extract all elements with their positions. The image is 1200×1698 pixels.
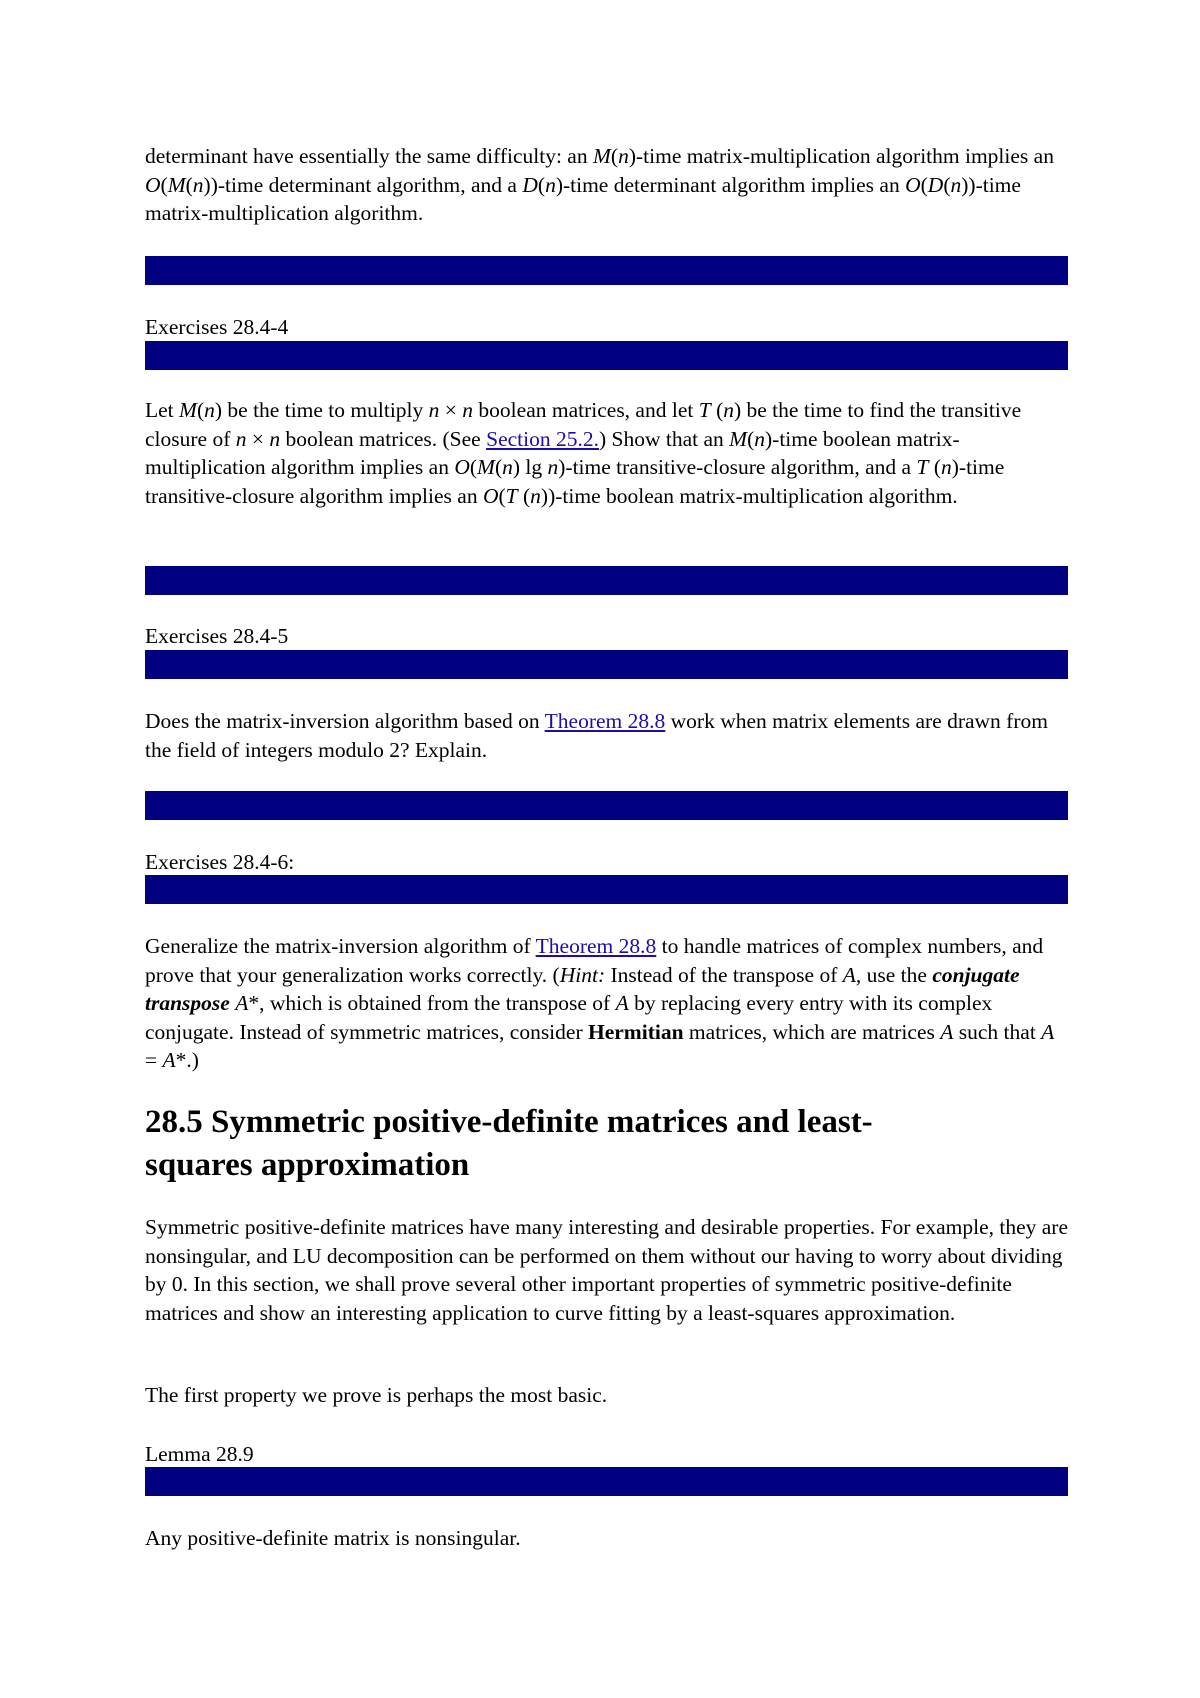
- section-paragraph: Symmetric positive-definite matrices have many interesting and desirable properties. For example, they are nonsingular, and LU decomposition can be performed on them without our having to worry about dividing by 0. In this section, we shall prove several other important properties of symmetric positive-definite matrices and show an interesting application to curve fitting by a least-squares approximation.: [145, 1215, 1068, 1325]
- lemma-label: Lemma 28.9: [145, 1442, 254, 1466]
- divider-bar: [145, 256, 1068, 285]
- divider-bar: [145, 791, 1068, 820]
- section-paragraph: The first property we prove is perhaps the most basic.: [145, 1383, 608, 1407]
- divider-bar: [145, 341, 1068, 370]
- exercise-text: Does the matrix-inversion algorithm based on Theorem 28.8 work when matrix elements are drawn from the field of integers modulo 2? Explain.: [145, 709, 1048, 762]
- section-heading: 28.5 Symmetric positive-definite matrices and least-squares approximation: [145, 1104, 873, 1183]
- intro-paragraph: determinant have essentially the same difficulty: an M(n)-time matrix-multiplication algorithm implies an O(M(n))-time determinant algorithm, and a D(n)-time determinant algorithm implies an O(D(n))-time matrix-multiplication algorithm.: [145, 144, 1054, 225]
- exercise-text: Let M(n) be the time to multiply n × n boolean matrices, and let T (n) be the time to find the transitive closure of n × n boolean matrices. (See Section 25.2.) Show that an M(n)-time boolean matrix-multiplication algorithm implies an O(M(n) lg n)-time transitive-closure algorithm, and a T (n)-time transitive-closure algorithm implies an O(T (n))-time boolean matrix-multiplication algorithm.: [145, 398, 1022, 508]
- theorem-link[interactable]: Theorem 28.8: [544, 709, 666, 733]
- exercise-label: Exercises 28.4-6:: [145, 850, 295, 874]
- divider-bar: [145, 566, 1068, 595]
- exercise-label: Exercises 28.4-4: [145, 315, 289, 339]
- exercise-text: Generalize the matrix-inversion algorithm of Theorem 28.8 to handle matrices of complex numbers, and prove that your generalization works correctly. (Hint: Instead of the transpose of A, use the conjugate transpose A*, which is obtained from the transpose of A by replacing every entry with its complex conjugate. Instead of symmetric matrices, consider Hermitian matrices, which are matrices A such that A = A*.): [145, 934, 1055, 1072]
- theorem-link[interactable]: Theorem 28.8: [535, 934, 657, 958]
- divider-bar: [145, 875, 1068, 904]
- exercise-label: Exercises 28.4-5: [145, 624, 289, 648]
- lemma-text: Any positive-definite matrix is nonsingular.: [145, 1526, 521, 1550]
- divider-bar: [145, 1467, 1068, 1496]
- divider-bar: [145, 650, 1068, 679]
- section-link[interactable]: Section 25.2.: [486, 426, 599, 451]
